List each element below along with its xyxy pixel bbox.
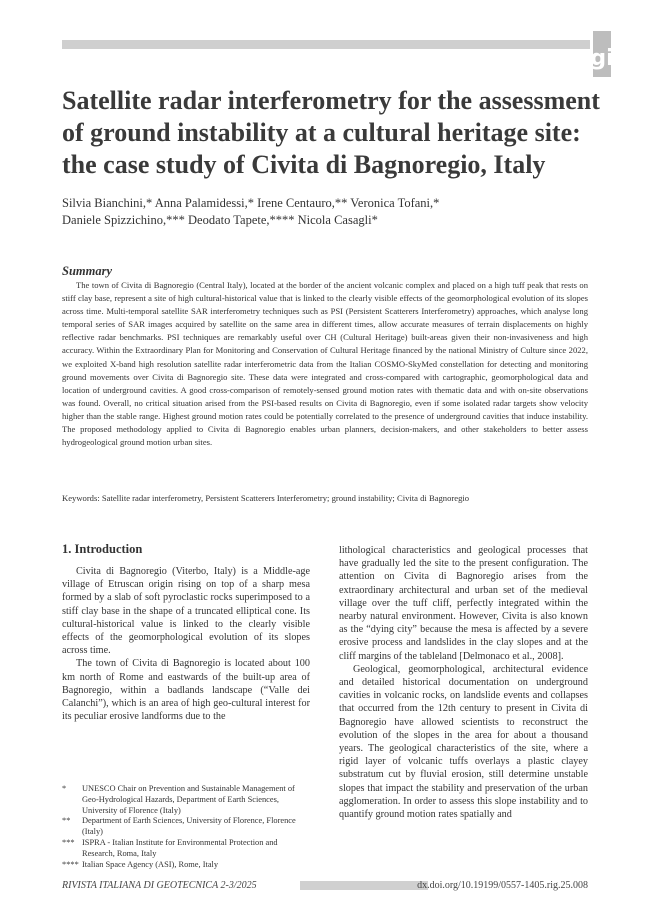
paragraph: The town of Civita di Bagnoregio is located about 100 km north of Rome and eastwards of the built-up area of Bagnoregio, within a badlands landscape (“Valle dei Calanchi”), which is an area of high geo-cultural interest for its peculiar erosive landforms due to the [62, 658, 310, 723]
footnote-text: Department of Earth Sciences, University of Florence, Florence (Italy) [82, 816, 296, 837]
paragraph: Civita di Bagnoregio (Viterbo, Italy) is a Middle-age village of Etruscan origin rising on top of a sharp mesa formed by a slab of soft pyroclastic rocks superimposed to a stiff clay base in the shape of a truncated elliptical cone. Its cultural-historical value is linked to the clearly visible effects of the geomorphological evolution of its slopes across time. [62, 566, 310, 657]
footnotes [62, 784, 310, 870]
journal-name: RIVISTA ITALIANA DI GEOTECNICA 2-3/2025 [62, 880, 257, 891]
svg-text:gi: gi [590, 46, 614, 71]
page-footer [62, 880, 588, 894]
authors-line: Silvia Bianchini,* Anna Palamidessi,* Irene Centauro,** Veronica Tofani,* [62, 196, 440, 210]
footnote-mark: * [62, 784, 67, 793]
footnote-text: ISPRA - Italian Institute for Environmental Protection and Research, Roma, Italy [82, 837, 278, 858]
keywords: Keywords: Satellite radar interferometry, Persistent Scatterers Interferometry; ground instability; Civita di Bagnoregio [62, 493, 470, 503]
doi-link[interactable]: dx.doi.org/10.19199/0557-1405.rig.25.008 [417, 880, 588, 891]
footnote-text: Italian Space Agency (ASI), Rome, Italy [82, 859, 219, 869]
footnote [62, 838, 310, 860]
authors-line: Daniele Spizzichino,*** Deodato Tapete,**** Nicola Casagli* [62, 213, 378, 227]
paragraph: lithological characteristics and geological processes that have gradually led the site to the present configuration. The attention on Civita di Bagnoregio arises from the extraordinary architectural and urban set of the medieval village over the tuff cliff, perfectly integrated within the nearby natural environment. However, Civita is also known as the “dying city” because the mesa is affected by a severe erosive process and landslides in the clay slopes and at the cliff margins of the tableland [Delmonaco et al., 2008]. [339, 545, 588, 662]
article-title: Satellite radar interferometry for the assessment of ground instability at a cultural heritage site: the case study of Civita di Bagnoregio, Italy [62, 86, 600, 179]
authors [62, 195, 602, 229]
footnote-text: UNESCO Chair on Prevention and Sustainable Management of Geo-Hydrological Hazards, Department of Earth Sciences, University of Florence (Italy) [82, 784, 295, 815]
journal-logo-icon [590, 31, 614, 77]
footnote-mark: **** [62, 859, 79, 869]
summary-text: The town of Civita di Bagnoregio (Central Italy), located at the border of the ancient volcanic complex and placed on a high tuff peak that rests on stiff clay base, represent a site of high cultural-historical value that is linked to the clearly visible effects of the geomorphological evolution of its slopes across time. Multi-temporal satellite SAR interferometry techniques such as PSI (Persistent Scatterers Interferometry) approaches, which analyse long temporal series of SAR images acquired by satellite on the same area in different times, allow accurate measures of terrain displacements on highly reflective radar benchmarks. PSI techniques are remarkably useful over CH (Cultural Heritage) built-areas given their non-invasiveness and high accuracy. Within the Extraordinary Plan for Monitoring and Conservation of Cultural Heritage financed by the national Ministry of Culture since 2022, we exploited X-band high resolution satellite radar interferometric data from the Italian COSMO-SkyMed constellation for detecting and monitoring ground movements over Civita di Bagnoregio site. These data were integrated and cross-compared with cartographic, geomorphological data and location of underground cavities. A good cross-comparison of remotely-sensed ground motion rates with thematic data and with on-site observations was found. Overall, no critical situation arised from the PSI-based results on Civita di Bagnoregio, even if some isolated radar targets show velocity higher than the stable range. Highest ground motion rates could be potentially correlated to the presence of underground cavities that induce instability. The proposed methodology applied to Civita di Bagnoregio enables urban planners, decision-makers, and other stakeholders to better assess hydrogeological ground motion urban sites. [62, 280, 588, 448]
right-column [339, 544, 588, 821]
footnote [62, 860, 310, 871]
paragraph: Geological, geomorphological, architectural evidence and detailed historical documentation on underground cavities in volcanic rocks, on landslide events and collapses that occurred from the 12th century to present in Civita di Bagnoregio have allowed scientists to reconstruct the evolution of the slopes in the area for about a thousand years. The geological characteristics of the site, where a rigid layer of volcanic tuffs overlays a plastic clayey substratum cut by fluvial erosion, still determine unstable slopes that impact the stability and preservation of the urban agglomeration. In order to assess this slope instability and to quantify ground motion rates spatially and [339, 663, 588, 821]
footnote [62, 816, 310, 838]
footnote-mark: *** [62, 837, 75, 847]
left-column [62, 565, 310, 723]
section-heading: 1. Introduction [62, 542, 143, 556]
header-bar [62, 40, 590, 49]
summary-heading: Summary [62, 264, 113, 278]
footnote [62, 784, 310, 816]
footer-bar [300, 881, 428, 890]
footnote-mark: ** [62, 816, 71, 826]
